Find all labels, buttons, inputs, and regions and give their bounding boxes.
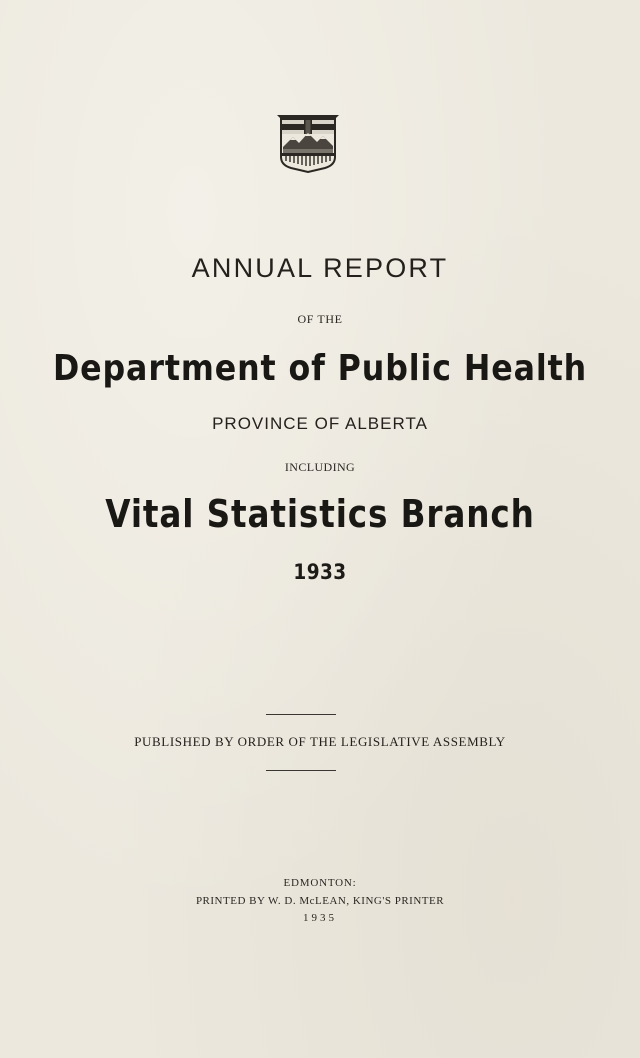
including-label: INCLUDING xyxy=(284,460,356,474)
imprint-printer: PRINTED BY W. D. McLEAN, KING'S PRINTER xyxy=(195,895,445,907)
report-year: 1933 xyxy=(293,560,347,584)
province-title: PROVINCE OF ALBERTA xyxy=(212,414,428,433)
imprint-city: EDMONTON: xyxy=(283,877,357,889)
divider-bottom xyxy=(266,770,336,771)
department-title: Department of Public Health xyxy=(52,348,588,389)
imprint-year: 1935 xyxy=(303,912,337,924)
report-connector: OF THE xyxy=(297,312,343,326)
branch-title: Vital Statistics Branch xyxy=(105,492,535,536)
divider-top xyxy=(266,714,336,715)
published-statement: PUBLISHED BY ORDER OF THE LEGISLATIVE ASSEMBLY xyxy=(134,734,506,749)
alberta-coat-of-arms-icon xyxy=(277,113,339,173)
report-heading: ANNUAL REPORT xyxy=(191,253,449,283)
